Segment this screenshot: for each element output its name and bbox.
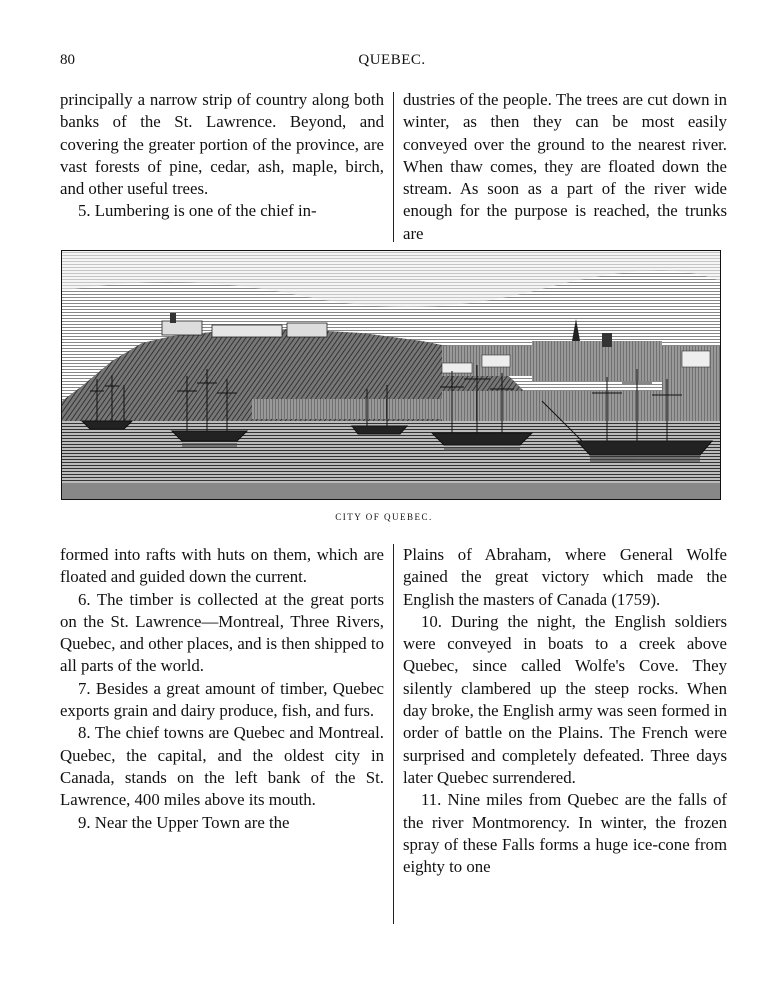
running-title: QUEBEC. (358, 52, 426, 68)
top-right-column (403, 89, 727, 245)
paragraph: 11. Nine miles from Quebec are the falls of the river Montmorency. In winter, the frozen spray of these Falls forms a huge ice-cone from eighty to one (403, 790, 727, 877)
paragraph: 10. During the night, the English soldiers were conveyed in boats to a creek above Quebec, since called Wolfe's Cove. They silently clambered up the steep rocks. When day broke, the English army was seen formed in order of battle on the Plains. The French were surprised and completely defeated. Three days later Quebec surrendered. (403, 611, 727, 787)
city-illustration (62, 251, 720, 499)
page-number: 80 (60, 52, 75, 68)
paragraph: 6. The timber is collected at the great ports on the St. Lawrence—Montreal, Three Rivers, Quebec, and other places, and is then shipped to all parts of the world. (60, 589, 384, 676)
column-divider (393, 544, 394, 924)
paragraph: 9. Near the Upper Town are the (78, 812, 290, 832)
bottom-left-column (60, 544, 384, 834)
page-header (60, 52, 724, 72)
paragraph: dustries of the people. The trees are cut down in winter, as then they can be most easily conveyed over the ground to the nearest river. When thaw comes, they are floated down the stream. As soon as a part of the river wide enough for the purpose is reached, the trunks are (403, 90, 727, 243)
city-engraving (61, 250, 721, 500)
paragraph: formed into rafts with huts on them, which are floated and guided down the current. (60, 545, 384, 587)
bottom-right-column (403, 544, 727, 878)
paragraph: 5. Lumbering is one of the chief in- (78, 201, 317, 221)
paragraph: principally a narrow strip of country along both banks of the St. Lawrence. Beyond, and covering the greater portion of the province, are vast forests of pine, cedar, ash, maple, birch, and other useful trees. (60, 90, 384, 199)
paragraph: 8. The chief towns are Quebec and Montreal. Quebec, the capital, and the oldest city in Canada, stands on the left bank of the St. Lawrence, 400 miles above its mouth. (60, 723, 384, 810)
figure-caption: CITY OF QUEBEC. (335, 512, 433, 522)
column-divider (393, 92, 394, 242)
paragraph: 7. Besides a great amount of timber, Quebec exports grain and dairy produce, fish, and furs. (60, 678, 384, 721)
paragraph: Plains of Abraham, where General Wolfe gained the great victory which made the English the masters of Canada (1759). (403, 545, 727, 609)
top-left-column (60, 89, 384, 223)
